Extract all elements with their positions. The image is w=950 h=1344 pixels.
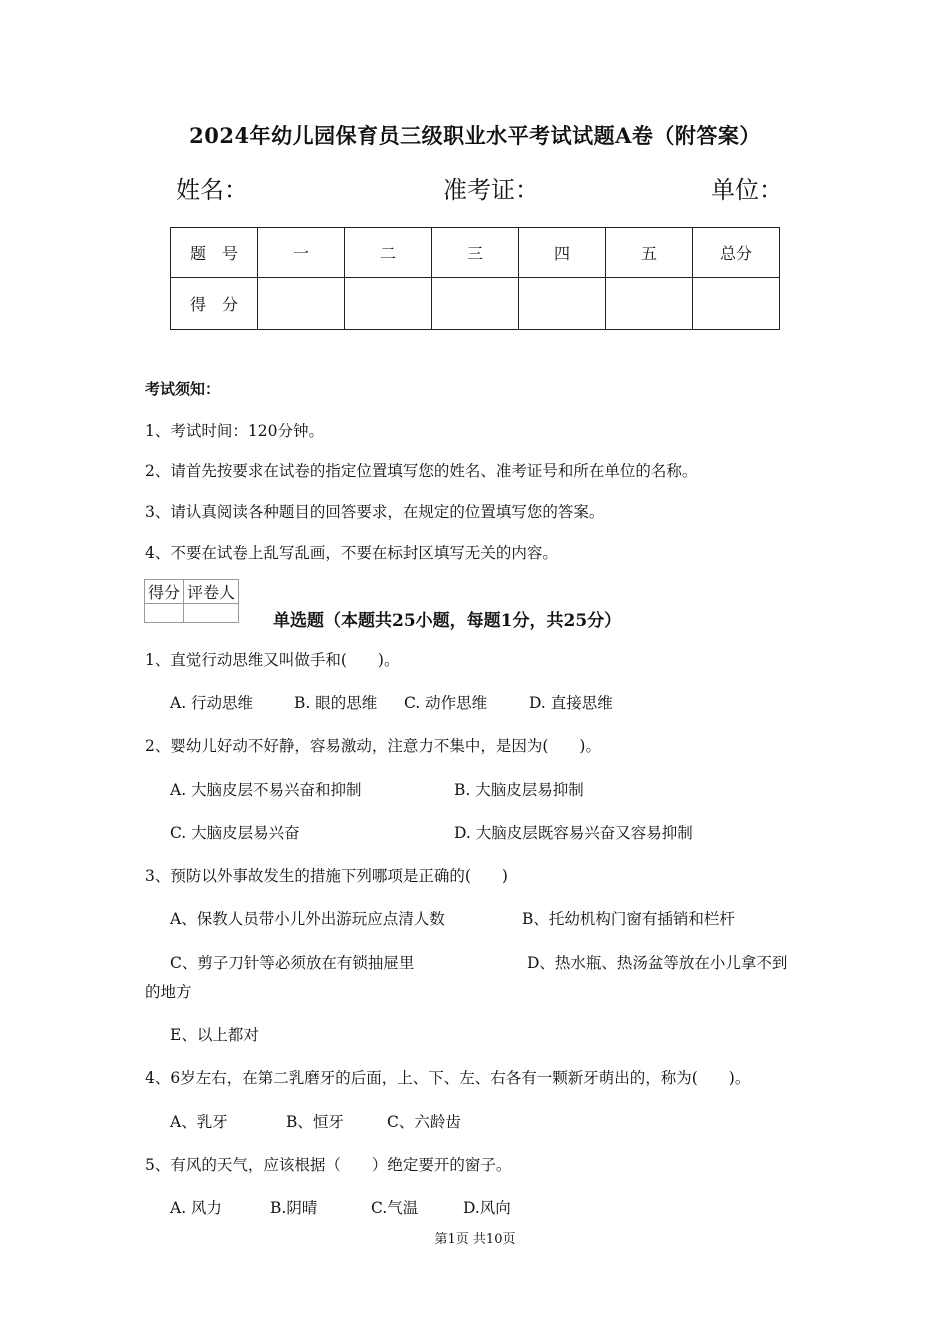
q2-option-c: C. 大脑皮层易兴奋 [170, 824, 300, 842]
score-table-header-cell: 二 [345, 228, 432, 278]
question-4-stem: 4、6岁左右，在第二乳磨牙的后面，上、下、左、右各有一颗新牙萌出的，称为( )。 [145, 1069, 751, 1087]
q5-option-a: A. 风力 [170, 1199, 223, 1217]
score-table-header-cell: 题 号 [171, 228, 258, 278]
question-2-stem: 2、婴幼儿好动不好静，容易激动，注意力不集中，是因为( )。 [145, 737, 601, 755]
q1-option-a: A. 行动思维 [170, 694, 254, 712]
q1-option-b: B. 眼的思维 [294, 694, 378, 712]
q4-option-c: C、六龄齿 [387, 1113, 461, 1131]
score-cell[interactable] [345, 278, 432, 330]
page-footer: 第1页 共10页 [434, 1232, 516, 1247]
q2-option-d: D. 大脑皮层既容易兴奋又容易抑制 [454, 824, 693, 842]
score-table-header-cell: 一 [258, 228, 345, 278]
notice-item: 1、考试时间：120分钟。 [145, 422, 324, 440]
grader-box [144, 579, 239, 623]
question-1-stem: 1、直觉行动思维又叫做手和( )。 [145, 651, 400, 669]
score-table [170, 227, 780, 330]
q2-option-a: A. 大脑皮层不易兴奋和抑制 [170, 781, 362, 799]
q3-option-e: E、以上都对 [170, 1026, 259, 1044]
q3-option-c: C、剪子刀针等必须放在有锁抽屉里 [170, 954, 415, 972]
q3-option-a: A、保教人员带小儿外出游玩应点清人数 [170, 910, 445, 928]
exam-id-field-label: 准考证： [443, 176, 539, 204]
notice-item: 3、请认真阅读各种题目的回答要求，在规定的位置填写您的答案。 [145, 503, 605, 521]
q4-option-a: A、乳牙 [170, 1113, 228, 1131]
q2-option-b: B. 大脑皮层易抑制 [454, 781, 584, 799]
question-3-stem: 3、预防以外事故发生的措施下列哪项是正确的( ) [145, 867, 508, 885]
q3-option-b: B、托幼机构门窗有插销和栏杆 [522, 910, 735, 928]
score-table-header-cell: 五 [606, 228, 693, 278]
unit-field-label: 单位： [711, 176, 783, 204]
score-cell[interactable] [606, 278, 693, 330]
exam-title: 2024年幼儿园保育员三级职业水平考试试题A卷（附答案） [189, 123, 761, 148]
notice-item: 2、请首先按要求在试卷的指定位置填写您的姓名、准考证号和所在单位的名称。 [145, 462, 698, 480]
score-row-label: 得 分 [171, 278, 258, 330]
grader-score-label: 得分 [145, 580, 184, 604]
q1-option-c: C. 动作思维 [404, 694, 488, 712]
q5-option-b: B.阴晴 [270, 1199, 318, 1217]
question-5-stem: 5、有风的天气，应该根据（ ）绝定要开的窗子。 [145, 1156, 512, 1174]
q5-option-c: C.气温 [371, 1199, 419, 1217]
q3-option-d-continued: 的地方 [145, 983, 192, 1001]
notice-item: 4、不要在试卷上乱写乱画，不要在标封区填写无关的内容。 [145, 544, 558, 562]
grader-reviewer-cell[interactable] [184, 604, 239, 623]
score-table-header-cell: 四 [519, 228, 606, 278]
score-table-header-cell: 三 [432, 228, 519, 278]
q5-option-d: D.风向 [463, 1199, 511, 1217]
score-cell[interactable] [432, 278, 519, 330]
name-field-label: 姓名： [176, 176, 248, 204]
grader-score-cell[interactable] [145, 604, 184, 623]
score-table-score-row [171, 278, 780, 330]
q3-option-d: D、热水瓶、热汤盆等放在小儿拿不到 [527, 954, 788, 972]
score-cell[interactable] [519, 278, 606, 330]
score-cell[interactable] [693, 278, 780, 330]
section-title: 单选题（本题共25小题，每题1分，共25分） [273, 611, 622, 631]
score-table-header-row [171, 228, 780, 278]
q1-option-d: D. 直接思维 [529, 694, 613, 712]
grader-reviewer-label: 评卷人 [184, 580, 239, 604]
score-cell[interactable] [258, 278, 345, 330]
q4-option-b: B、恒牙 [286, 1113, 344, 1131]
score-table-header-cell: 总分 [693, 228, 780, 278]
notice-heading: 考试须知： [145, 380, 221, 398]
